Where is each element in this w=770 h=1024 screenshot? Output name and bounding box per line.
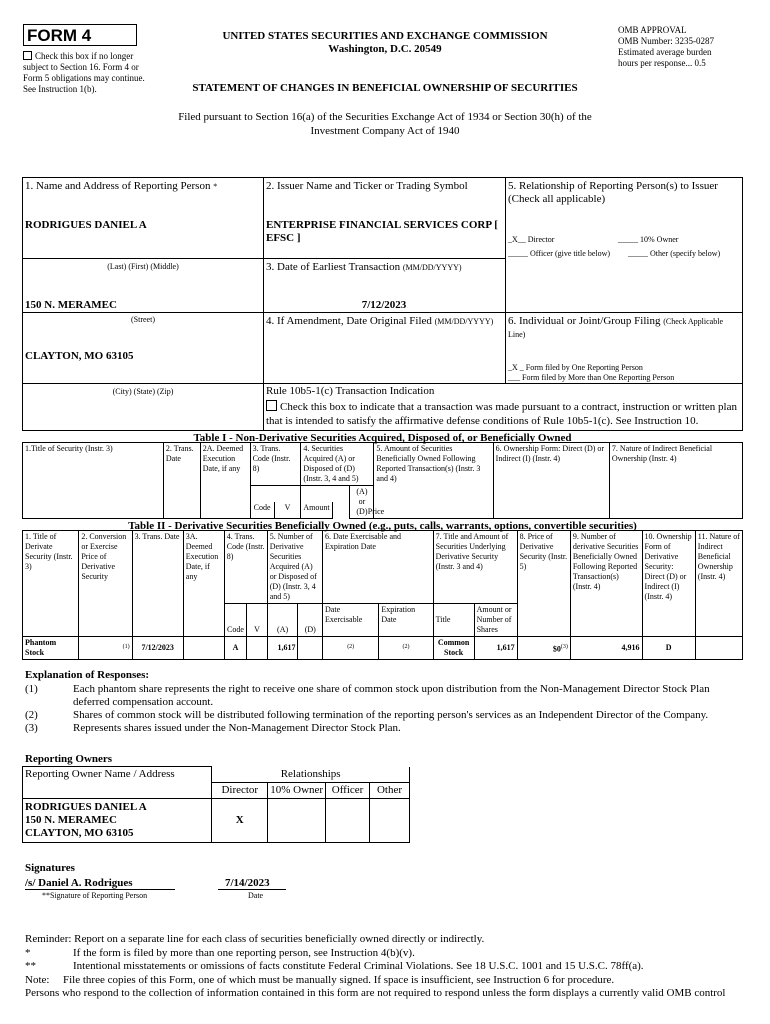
table2 <box>22 530 743 660</box>
box5-label: 5. Relationship of Reporting Person(s) to Issuer (Check all applicable) <box>508 180 718 205</box>
t2-sub-title: Title <box>433 604 474 637</box>
t2-sub-v: V <box>247 604 267 637</box>
footnote-double-star: ** Intentional misstatements or omissions of facts constitute Federal Criminal Violations. See 18 U.S.C. 1001 and 15 U.S.C. 78ff(a). <box>25 960 644 972</box>
agency-name: UNITED STATES SECURITIES AND EXCHANGE COMMISSION <box>222 30 548 42</box>
owners-col-officer: Officer <box>326 782 370 798</box>
owner-director-mark: X <box>212 798 268 842</box>
t1-sub-code: Code <box>250 502 274 519</box>
rule-10b5-checkbox[interactable] <box>266 400 277 411</box>
omb-number: OMB Number: 3235-0287 <box>618 36 714 46</box>
t2-col-deemed: 3A. Deemed Execution Date, if any <box>183 531 224 637</box>
t1-sub-amount: Amount <box>301 502 332 519</box>
section16-checkbox-note: Check this box if no longer subject to Section 16. Form 4 or Form 5 obligations may continue. See Instruction 1(b). <box>23 51 145 94</box>
t2-col-nature: 11. Nature of Indirect Beneficial Ownership (Instr. 4) <box>695 531 742 637</box>
footnote-note: Note: File three copies of this Form, one of which must be manually signed. If space is insufficient, see Instruction 6 for procedure. <box>25 973 615 986</box>
t2-col-underlying: 7. Title and Amount of Securities Underlying Derivative Security (Instr. 3 and 4) <box>433 531 517 604</box>
t1-col-date: 2. Trans. Date <box>163 443 200 519</box>
signer-caption: **Signature of Reporting Person <box>42 891 148 900</box>
name-caption: (Last) (First) (Middle) <box>107 262 179 271</box>
t2-conv-note: (1) <box>122 643 130 650</box>
t2-expiration-note: (2) <box>402 643 410 650</box>
one-person-filing[interactable]: _X _ Form filed by One Reporting Person <box>508 363 643 372</box>
rule-10b5-title: Rule 10b5-1(c) Transaction Indication <box>266 385 435 397</box>
table2-title: Table II - Derivative Securities Beneficially Owned (e.g., puts, calls, warrants, options, convertible securities) <box>128 520 637 532</box>
t1-col-nature: 7. Nature of Indirect Beneficial Ownership (Instr. 4) <box>609 443 742 519</box>
t2-sub-a: (A) <box>267 604 298 637</box>
t2-date: 7/12/2023 <box>132 637 183 660</box>
omb-burden: Estimated average burden <box>618 47 712 57</box>
explanation-item-1: (1) Each phantom share represents the right to receive one share of common stock upon distribution from the Non-Management Director Stock Plan deferred compensation account. <box>25 683 710 708</box>
omb-hours: hours per response... 0.5 <box>618 58 706 68</box>
form-title: FORM 4 <box>27 26 92 45</box>
t2-col-code: 4. Trans. Code (Instr. 8) <box>224 531 267 604</box>
issuer-name: ENTERPRISE FINANCIAL SERVICES CORP [ EFSC ] <box>266 219 498 244</box>
t2-owned: 4,916 <box>570 637 642 660</box>
reporting-person-name: RODRIGUES DANIEL A <box>25 219 147 231</box>
t1-sub-price-label: Price <box>367 507 385 516</box>
director-check[interactable]: _X__ Director <box>508 235 555 244</box>
ten-pct-owner-check[interactable]: _____ 10% Owner <box>618 235 679 244</box>
t1-col-ownership: 6. Ownership Form: Direct (D) or Indirect (I) (Instr. 4) <box>493 443 609 519</box>
t2-col-title: 1. Title of Derivate Security (Instr. 3) <box>23 531 79 637</box>
signature-date: 7/14/2023 <box>225 877 270 889</box>
filed-pursuant-line2: Investment Company Act of 1940 <box>310 125 460 137</box>
t2-code: A <box>224 637 247 660</box>
form-title-box <box>23 24 137 46</box>
t2-col-form: 10. Ownership Form of Derivative Security: Direct (D) or Indirect (I) (Instr. 4) <box>642 531 695 637</box>
reminder-text: Reminder: Report on a separate line for each class of securities beneficially owned directly or indirectly. <box>25 933 485 945</box>
explanation-item-2: (2) Shares of common stock will be distributed following termination of the reporting person's services as an Independent Director of the Company. <box>25 709 709 721</box>
explanation-item-3: (3) Represents shares issued under the Non-Management Director Stock Plan. <box>25 722 401 734</box>
t1-col-deemed: 2A. Deemed Execution Date, if any <box>200 443 250 519</box>
box3-label: 3. Date of Earliest Transaction (MM/DD/YYYY) <box>266 261 462 273</box>
footer <box>25 933 765 1001</box>
owners-col-rel: Relationships <box>212 767 410 783</box>
box4-label: 4. If Amendment, Date Original Filed (MM/DD/YYYY) <box>266 315 494 327</box>
omb-disclaimer: Persons who respond to the collection of information contained in this form are not required to respond unless the form displays a currently valid OMB control <box>25 987 726 999</box>
t2-col-exercisable: 6. Date Exercisable and Expiration Date <box>323 531 434 604</box>
t2-col-owned: 9. Number of derivative Securities Beneficially Owned Following Reported Transaction(s) (Instr. 4) <box>570 531 642 637</box>
t2-sub-amount: Amount or Number of Shares <box>474 604 517 637</box>
t2-sub-exercisable: Date Exercisable <box>323 604 379 637</box>
owners-title: Reporting Owners <box>25 753 113 765</box>
t1-col-amount-owned: 5. Amount of Securities Beneficially Owned Following Reported Transaction(s) (Instr. 3 and 4) <box>374 443 493 519</box>
owners-table <box>22 766 410 843</box>
rule-10b5-text: Check this box to indicate that a transaction was made pursuant to a contract, instruction or written plan that is intended to satisfy the affirmative defense conditions of Rule 10b5-1(c). See Instruction 10. <box>266 401 737 427</box>
agency-city: Washington, D.C. 20549 <box>328 43 442 55</box>
t1-sub-v: V <box>274 502 301 519</box>
omb-box <box>618 25 758 69</box>
owners-col-other: Other <box>370 782 410 798</box>
owner-name-address: RODRIGUES DANIEL A 150 N. MERAMEC CLAYTON, MO 63105 <box>23 798 212 842</box>
t1-col-title: 1.Title of Security (Instr. 3) <box>23 443 164 519</box>
box2-label: 2. Issuer Name and Ticker or Trading Symbol <box>266 180 468 192</box>
t2-col-number: 5. Number of Derivative Securities Acquired (A) or Disposed of (D) (Instr. 3, 4 and 5) <box>267 531 322 604</box>
other-check[interactable]: _____ Other (specify below) <box>628 249 721 258</box>
t2-col-price: 8. Price of Derivative Security (Instr. 5) <box>517 531 570 637</box>
t1-col-code: 3. Trans. Code (Instr. 8) <box>250 443 301 486</box>
section16-checkbox[interactable] <box>23 51 32 60</box>
reporting-person-street: 150 N. MERAMEC <box>25 299 117 311</box>
filed-pursuant-line1: Filed pursuant to Section 16(a) of the Securities Exchange Act of 1934 or Section 30(h) of the <box>178 111 592 123</box>
signatures-title: Signatures <box>25 862 75 874</box>
box6-label: 6. Individual or Joint/Group Filing (Check Applicable Line) <box>508 315 723 339</box>
reporting-person-city: CLAYTON, MO 63105 <box>25 350 134 362</box>
t2-amount-a: 1,617 <box>267 637 298 660</box>
box1-label: 1. Name and Address of Reporting Person * <box>25 180 218 192</box>
t2-sub-code: Code <box>224 604 247 637</box>
officer-check[interactable]: _____ Officer (give title below) <box>508 249 611 258</box>
explanation-list <box>25 683 737 735</box>
omb-approval: OMB APPROVAL <box>618 25 687 35</box>
t2-price: $0 <box>552 644 561 654</box>
footnote-star: * If the form is filed by more than one reporting person, see Instruction 4(b)(v). <box>25 946 415 959</box>
t2-underlying-title: Common Stock <box>433 637 474 660</box>
t1-sub-aord: (A) or (D) <box>350 486 374 519</box>
table-row <box>23 637 743 660</box>
t2-security: Phantom Stock <box>23 637 79 660</box>
signer-name: /s/ Daniel A. Rodrigues <box>25 877 133 889</box>
statement-title: STATEMENT OF CHANGES IN BENEFICIAL OWNERSHIP OF SECURITIES <box>192 82 578 94</box>
table-row <box>23 798 410 842</box>
city-caption: (City) (State) (Zip) <box>112 387 174 396</box>
t2-sub-expiration: Expiration Date <box>379 604 433 637</box>
t2-sub-d: (D) <box>298 604 323 637</box>
date-caption: Date <box>248 891 264 900</box>
t2-col-date: 3. Trans. Date <box>132 531 183 637</box>
multi-person-filing[interactable]: ___ Form filed by More than One Reporting Person <box>508 373 675 382</box>
t2-exercisable-note: (2) <box>347 643 355 650</box>
t2-underlying-amount: 1,617 <box>474 637 517 660</box>
table1-title: Table I - Non-Derivative Securities Acquired, Disposed of, or Beneficially Owned <box>193 432 572 444</box>
owners-col-ten: 10% Owner <box>268 782 326 798</box>
street-caption: (Street) <box>131 315 155 324</box>
owners-col-name: Reporting Owner Name / Address <box>23 767 212 799</box>
owners-col-director: Director <box>212 782 268 798</box>
explanation-title: Explanation of Responses: <box>25 669 150 681</box>
t2-form: D <box>642 637 695 660</box>
earliest-transaction-date: 7/12/2023 <box>361 299 407 311</box>
t2-price-note: (3) <box>560 643 568 650</box>
t1-col-acquired: 4. Securities Acquired (A) or Disposed of (D) (Instr. 3, 4 and 5) <box>301 443 374 486</box>
t2-col-conversion: 2. Conversion or Exercise Price of Derivative Security <box>79 531 132 637</box>
